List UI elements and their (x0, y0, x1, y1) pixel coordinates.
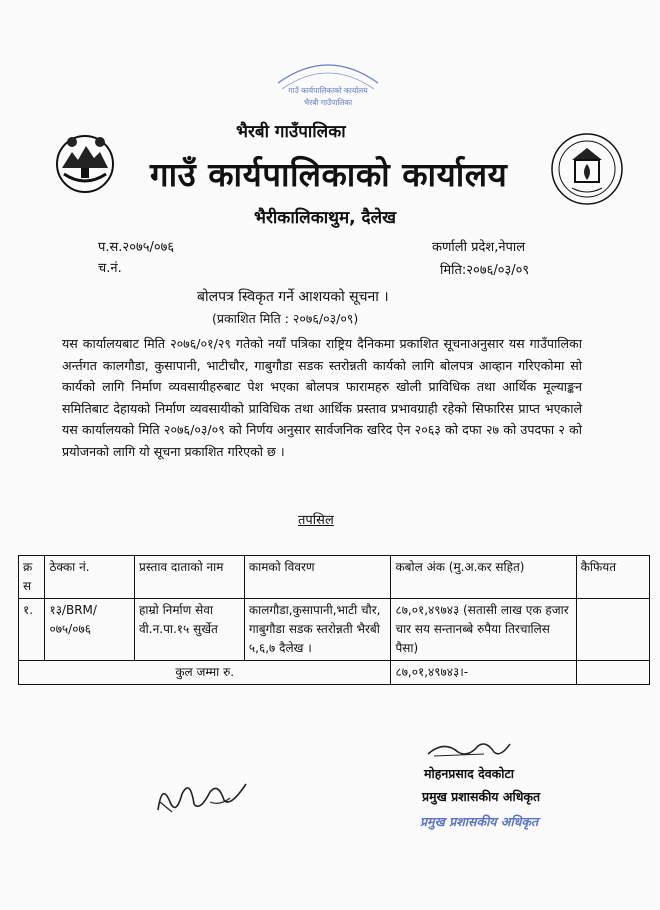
reference-number: प.स.२०७५/०७६ (98, 240, 175, 255)
municipality-logo-icon (548, 130, 626, 208)
row-description: कालगौडा,कुसापानी,भाटी चौर, गाबुगौडा सडक स्तरोन्नती भैरबी ५,६,७ दैलेख । (244, 599, 391, 661)
row-bidder: हाम्रो निर्माण सेवा वी.न.पा.१५ सुर्खेत (135, 599, 245, 661)
dispatch-number: च.नं. (98, 261, 122, 276)
notice-body: यस कार्यालयबाट मिति २०७६/०१/२९ गतेको नयाँ पत्रिका राष्ट्रिय दैनिकमा प्रकाशित सूचनाअनुसार यस गाउँपालिका अर्न्तगत कालगौडा, कुसापानी, भाटीचौर, गाबुगौडा सडक स्तरोन्नती कार्यको लागि बोलपत्र आव्हान गरिएकोमा सो कार्यको लागि निर्माण व्यवसायीहरुबाट पेश भएका बोलपत्र फारामहरु खोली प्राविधिक तथा आर्थिक मूल्याङ्कन समितिबाट देहायको निर्माण व्यवसायीको प्राविधिक तथा आर्थिक प्रस्ताव प्रभावग्राही रहेको सिफारिस प्राप्त भएकाले यस कार्यालयको मिति २०७६/०३/०९ को निर्णय अनुसार सार्वजनिक खरिद ऐन २०६३ को दफा २७ को उपदफा २ को प्रयोजनको लागि यो सूचना प्रकाशित गरिएको छ । (62, 336, 582, 459)
stamp-line-2: भैरबी गाउँपालिका (303, 98, 353, 107)
row-remarks (576, 599, 649, 661)
col-amount: कबोल अंक (मु.अ.कर सहित) (391, 556, 576, 599)
notice-title: बोलपत्र स्विकृत गर्ने आशयको सूचना । (197, 289, 389, 305)
officer-signature (424, 738, 514, 764)
schedule-table (18, 555, 650, 685)
municipality-name: भैरबी गाउँपालिका (236, 122, 346, 142)
signatory-designation: प्रमुख प्रशासकीय अधिकृत (422, 789, 541, 804)
left-signature (150, 772, 260, 822)
col-description: कामको विवरण (244, 556, 391, 599)
col-contract: ठेक्का नं. (45, 556, 135, 599)
table-row (19, 599, 650, 661)
total-remarks (576, 661, 649, 685)
office-title: गाउँ कार्यपालिकाको कार्यालय (150, 155, 508, 194)
signatory-name: मोहनप्रसाद देवकोटा (424, 766, 515, 781)
col-sn: क्र स (19, 556, 45, 599)
total-row (19, 661, 650, 685)
province-label: कर्णाली प्रदेश,नेपाल (432, 240, 526, 255)
office-address: भैरीकालिकाथुम, दैलेख (254, 208, 397, 228)
schedule-heading: तपसिल (298, 513, 334, 528)
col-bidder: प्रस्ताव दाताको नाम (135, 556, 245, 599)
row-amount: ८७,०१,४९७४३ (सतासी लाख एक हजार चार सय सन्तानब्बे रुपैया तिरचालिस पैसा) (391, 599, 576, 661)
row-contract: १३/BRM/ ०७५/०७६ (45, 599, 135, 661)
designation-stamp: प्रमुख प्रशासकीय अधिकृत (420, 814, 539, 829)
col-remarks: कैफियत (576, 556, 649, 599)
total-label: कुल जम्मा रु. (19, 661, 391, 685)
stamp-line-1: गाउँ कार्यपालिकाको कार्यालय (288, 86, 368, 95)
letter-date: मिति:२०७६/०३/०९ (440, 263, 530, 278)
total-value: ८७,०१,४९७४३।- (391, 661, 576, 685)
published-date: (प्रकाशित मिति : २०७६/०३/०९) (212, 311, 359, 326)
row-sn: १. (19, 599, 45, 661)
office-stamp (268, 55, 388, 110)
nepal-emblem-icon (50, 128, 120, 198)
table-header-row (19, 556, 650, 599)
